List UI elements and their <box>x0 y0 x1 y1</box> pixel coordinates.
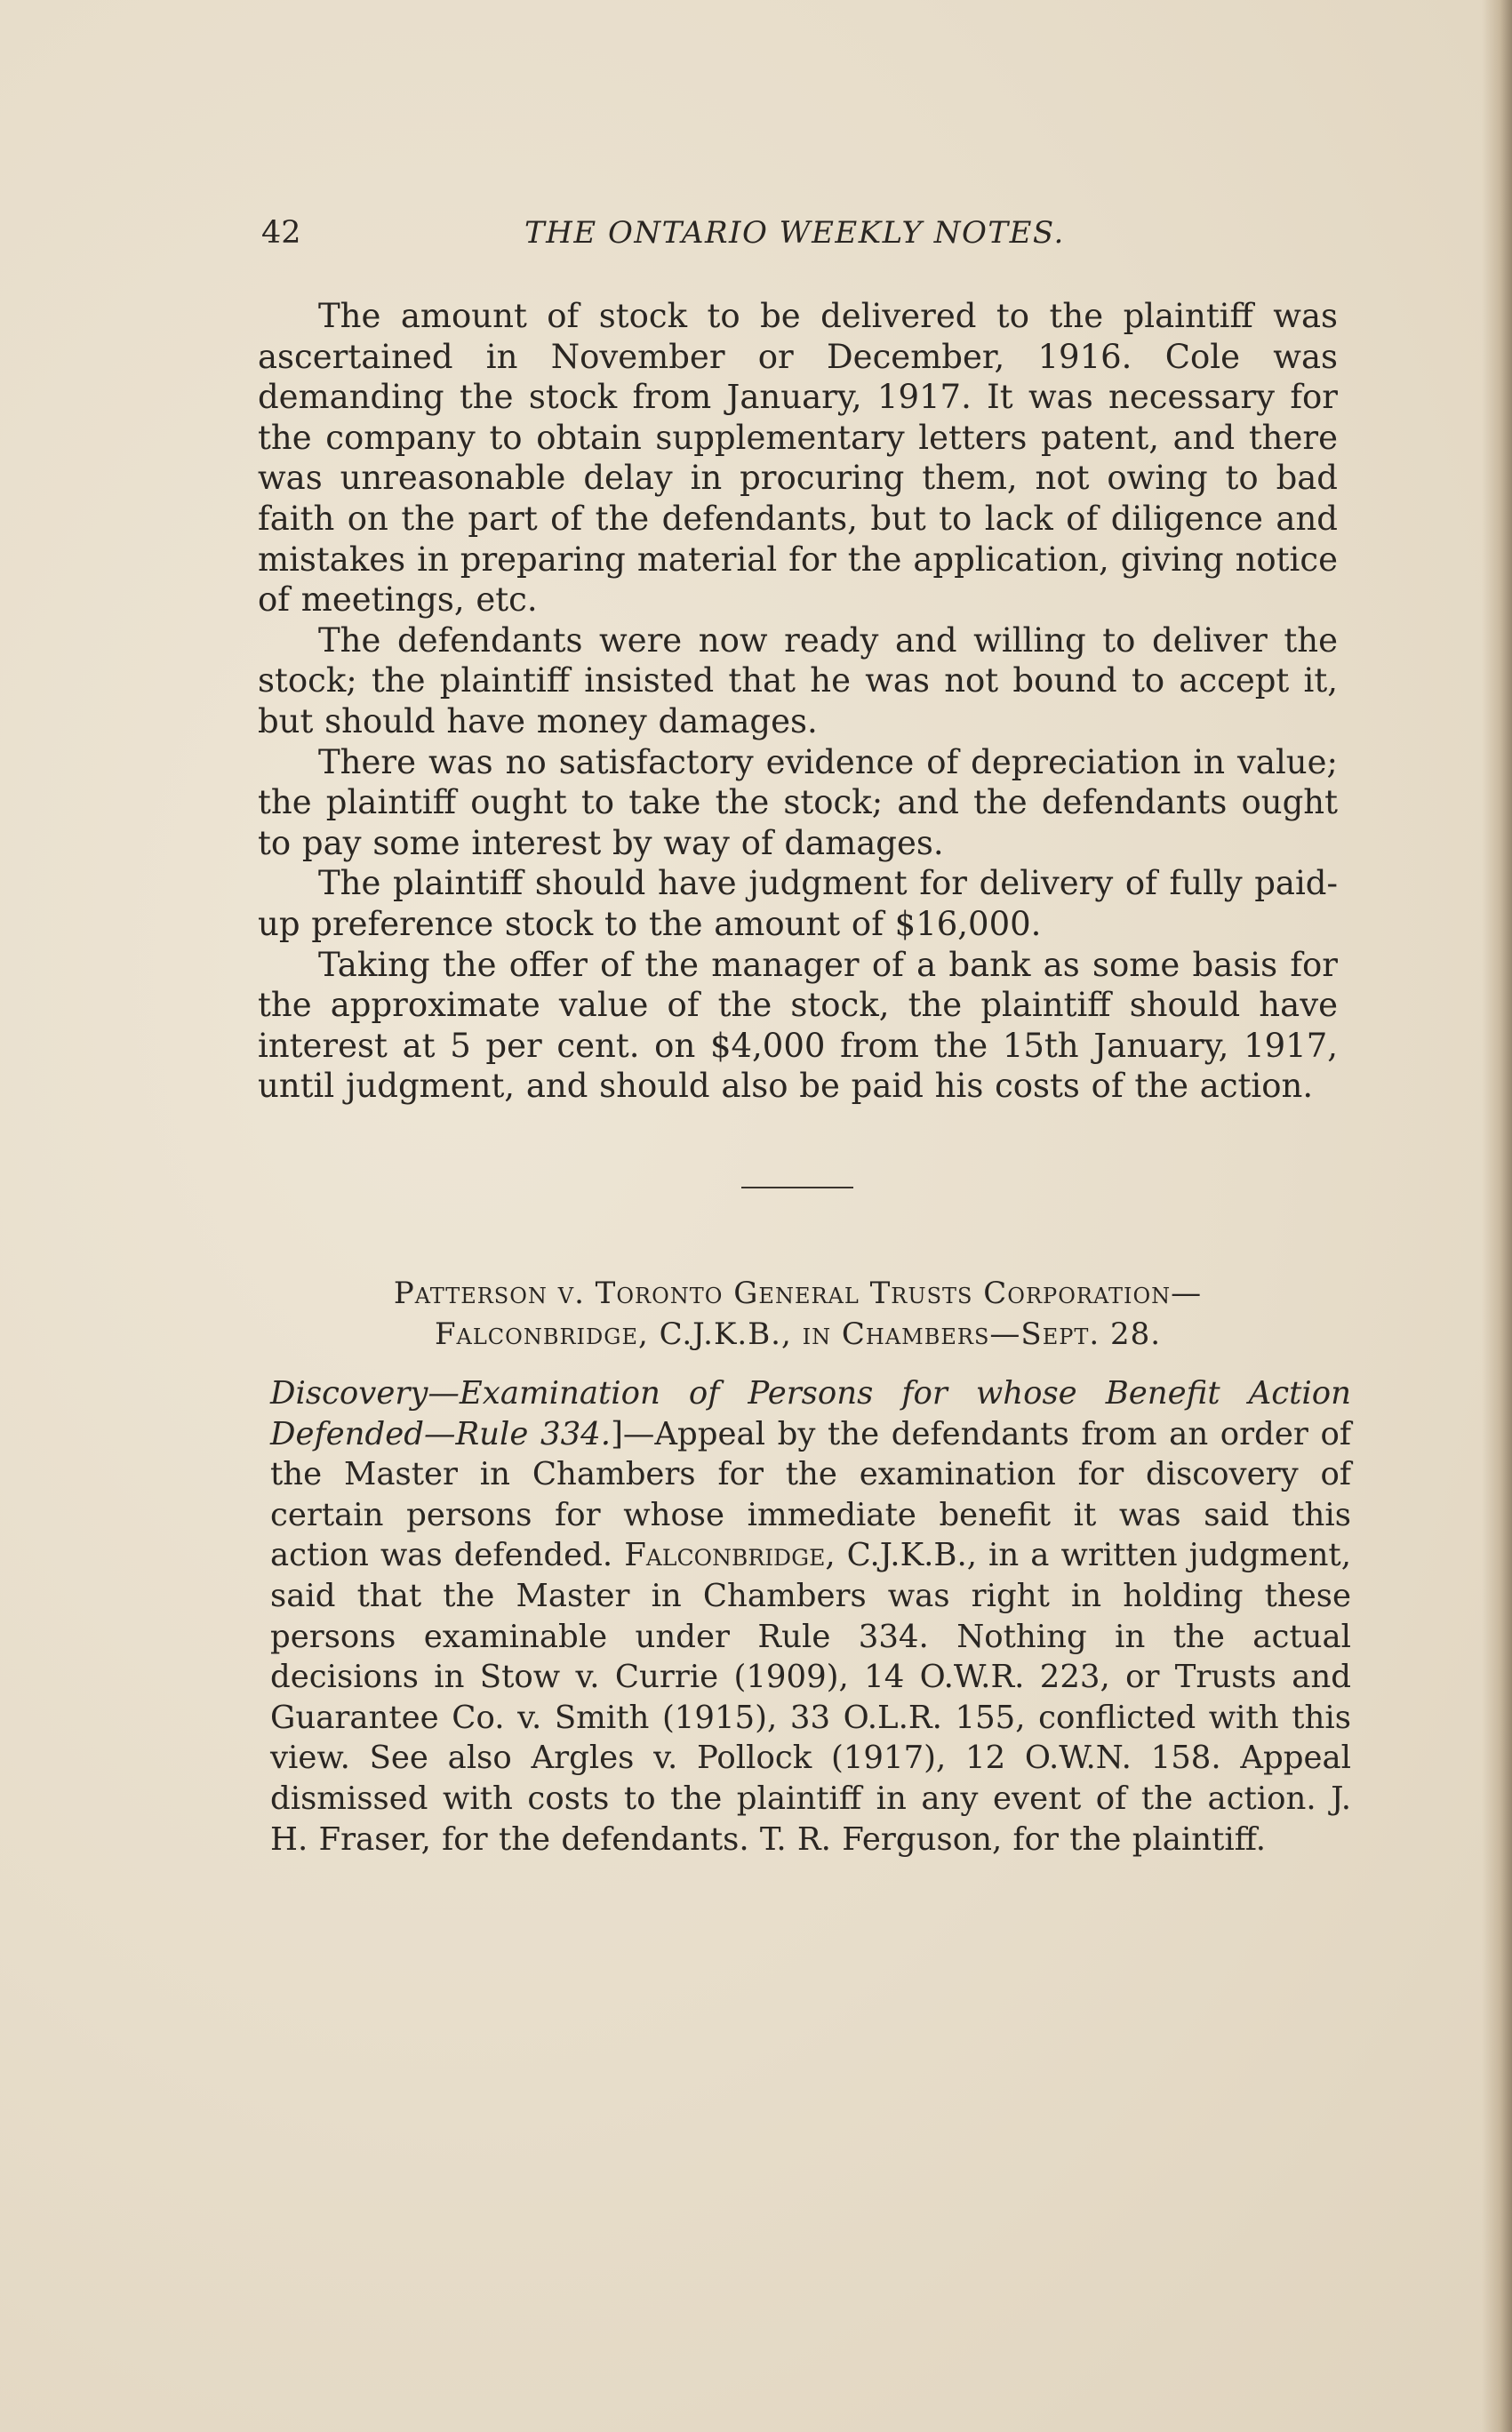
running-title: THE ONTARIO WEEKLY NOTES. <box>524 215 1065 251</box>
case-heading <box>258 1273 1338 1355</box>
section-divider <box>741 1187 853 1188</box>
headnote-text-part-1: ]—Appeal by the defendants from an order of the Master in Chambers for the examination for discovery of certain persons for whose immediate benefit it was said this action was defended. <box>270 1415 1351 1574</box>
headnote-paragraph <box>270 1373 1351 1860</box>
judgment-body <box>258 296 1338 1107</box>
paragraph-stock-amount: The amount of stock to be delivered to the plaintiff was ascertained in November or December, 1916. Cole was demanding the stock from January, 1917. It was necessary for the company to obtain supplementary letters patent, and there was unreasonable delay in procuring them, not owing to bad faith on the part of the defendants, but to lack of diligence and mistakes in preparing material for the application, giving notice of meetings, etc. <box>258 297 1338 620</box>
page-number: 42 <box>261 215 301 251</box>
book-page <box>258 0 1351 2432</box>
paragraph-depreciation: There was no satisfactory evidence of depreciation in value; the plaintiff ought to take the stock; and the defendants ought to pay some interest by way of damages. <box>258 742 1338 862</box>
case-title-line-2: Falconbridge, C.J.K.B., in Chambers—Sept. 28. <box>434 1316 1162 1352</box>
headnote-catchwords: Discovery—Examination of Persons for whose Benefit Action Defended—Rule 334. <box>270 1375 1351 1452</box>
case-title-line-1: Patterson v. Toronto General Trusts Corporation— <box>393 1276 1203 1311</box>
page-edge-shadow <box>1482 0 1512 2432</box>
paragraph-judgment: The plaintiff should have judgment for delivery of fully paid-up preference stock to the amount of $16,000. <box>258 864 1338 943</box>
paragraph-interest: Taking the offer of the manager of a bank as some basis for the approximate value of the stock, the plaintiff should have interest at 5 per cent. on $4,000 from the 15th January, 1917, until judgment, and should also be paid his costs of the action. <box>258 945 1338 1106</box>
paragraph-defendants-ready: The defendants were now ready and willing to deliver the stock; the plaintiff insisted that he was not bound to accept it, but should have money damages. <box>258 620 1338 740</box>
judge-name: Falconbridge <box>624 1537 826 1574</box>
running-head <box>258 215 1338 260</box>
case-headnote <box>270 1373 1351 1860</box>
headnote-text-part-2: , C.J.K.B., in a written judgment, said that the Master in Chambers was right in holding these persons examinable under Rule 334. Nothing in the actual decisions in Stow v. Currie (1909), 14 O.W.R. 223, or Trusts and Guarantee Co. v. Smith (1915), 33 O.L.R. 155, conflicted with this view. See also Argles v. Pollock (1917), 12 O.W.N. 158. Appeal dismissed with costs to the plaintiff in any event of the action. J. H. Fraser, for the defendants. T. R. Ferguson, for the plaintiff. <box>270 1537 1351 1858</box>
